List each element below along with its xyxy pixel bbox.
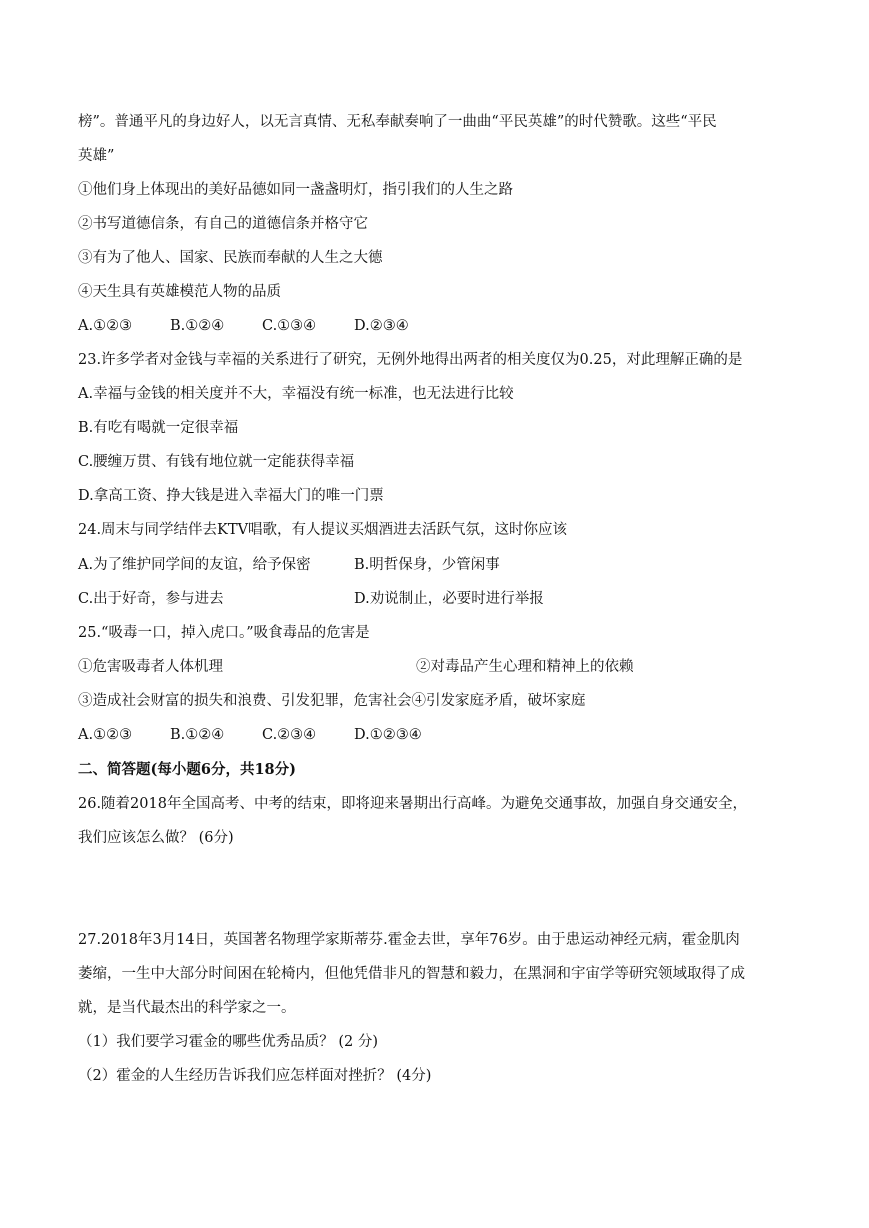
q26-stem-line2: 我们应该怎么做？ (6分) (78, 830, 234, 846)
q27-subquestion-2: （2）霍金的人生经历告诉我们应怎样面对挫折？ (4分) (78, 1068, 432, 1084)
q22-option-d: D.②③④ (354, 318, 409, 334)
q22-item-4: ④天生具有英雄模范人物的品质 (78, 284, 281, 300)
q25-option-b: B.①②④ (170, 727, 225, 743)
q25-option-a: A.①②③ (78, 727, 133, 743)
q22-option-a: A.①②③ (78, 318, 133, 334)
q25-stem: 25.“吸毒一口，掉入虎口。”吸食毒品的危害是 (78, 625, 370, 641)
q27-stem-line1: 27.2018年3月14日，英国著名物理学家斯蒂芬.霍金去世，享年76岁。由于患运动神经元病，霍金肌肉 (78, 932, 740, 948)
q22-item-1: ①他们身上体现出的美好品德如同一盏盏明灯，指引我们的人生之路 (78, 182, 513, 198)
q23-stem: 23.许多学者对金钱与幸福的关系进行了研究，无例外地得出两者的相关度仅为0.25，对此理解正确的是 (78, 352, 743, 368)
q23-option-c: C.腰缠万贯、有钱有地位就一定能获得幸福 (78, 454, 355, 470)
q25-item-3-4: ③造成社会财富的损失和浪费、引发犯罪，危害社会④引发家庭矛盾，破坏家庭 (78, 693, 586, 709)
q22-option-b: B.①②④ (170, 318, 225, 334)
q24-option-b: B.明哲保身，少管闲事 (354, 557, 500, 573)
q23-option-d: D.拿高工资、挣大钱是进入幸福大门的唯一门票 (78, 488, 384, 504)
q24-option-d: D.劝说制止，必要时进行举报 (354, 591, 544, 607)
q27-stem-line2: 萎缩，一生中大部分时间困在轮椅内，但他凭借非凡的智慧和毅力，在黑洞和宇宙学等研究领域取得了成 (78, 966, 745, 982)
q27-stem-line3: 就，是当代最杰出的科学家之一。 (78, 1000, 296, 1016)
q27-subquestion-1: （1）我们要学习霍金的哪些优秀品质？ (2 分) (78, 1034, 378, 1050)
q22-item-3: ③有为了他人、国家、民族而奉献的人生之大德 (78, 250, 383, 266)
q25-item-2: ②对毒品产生心理和精神上的依赖 (416, 659, 634, 675)
q22-option-c: C.①③④ (262, 318, 317, 334)
section-heading: 二、简答题(每小题6分，共18分) (78, 761, 296, 778)
q22-stem-line1: 榜”。普通平凡的身边好人，以无言真情、无私奉献奏响了一曲曲“平民英雄”的时代赞歌。这些“平民 (78, 114, 717, 130)
q23-option-b: B.有吃有喝就一定很幸福 (78, 420, 239, 436)
q24-option-c: C.出于好奇，参与进去 (78, 591, 224, 607)
q22-item-2: ②书写道德信条，有自己的道德信条并格守它 (78, 216, 368, 232)
q25-option-d: D.①②③④ (354, 727, 422, 743)
q24-stem: 24.周末与同学结伴去KTV唱歌，有人提议买烟酒进去活跃气氛，这时你应该 (78, 522, 568, 538)
q22-stem-line2: 英雄” (78, 148, 115, 164)
q26-stem-line1: 26.随着2018年全国高考、中考的结束，即将迎来暑期出行高峰。为避免交通事故，加强自身交通安全， (78, 796, 747, 812)
q23-option-a: A.幸福与金钱的相关度并不大，幸福没有统一标准，也无法进行比较 (78, 386, 514, 402)
q24-option-a: A.为了维护同学间的友谊，给予保密 (78, 557, 311, 573)
q25-option-c: C.②③④ (262, 727, 317, 743)
q25-item-1: ①危害吸毒者人体机理 (78, 659, 223, 675)
